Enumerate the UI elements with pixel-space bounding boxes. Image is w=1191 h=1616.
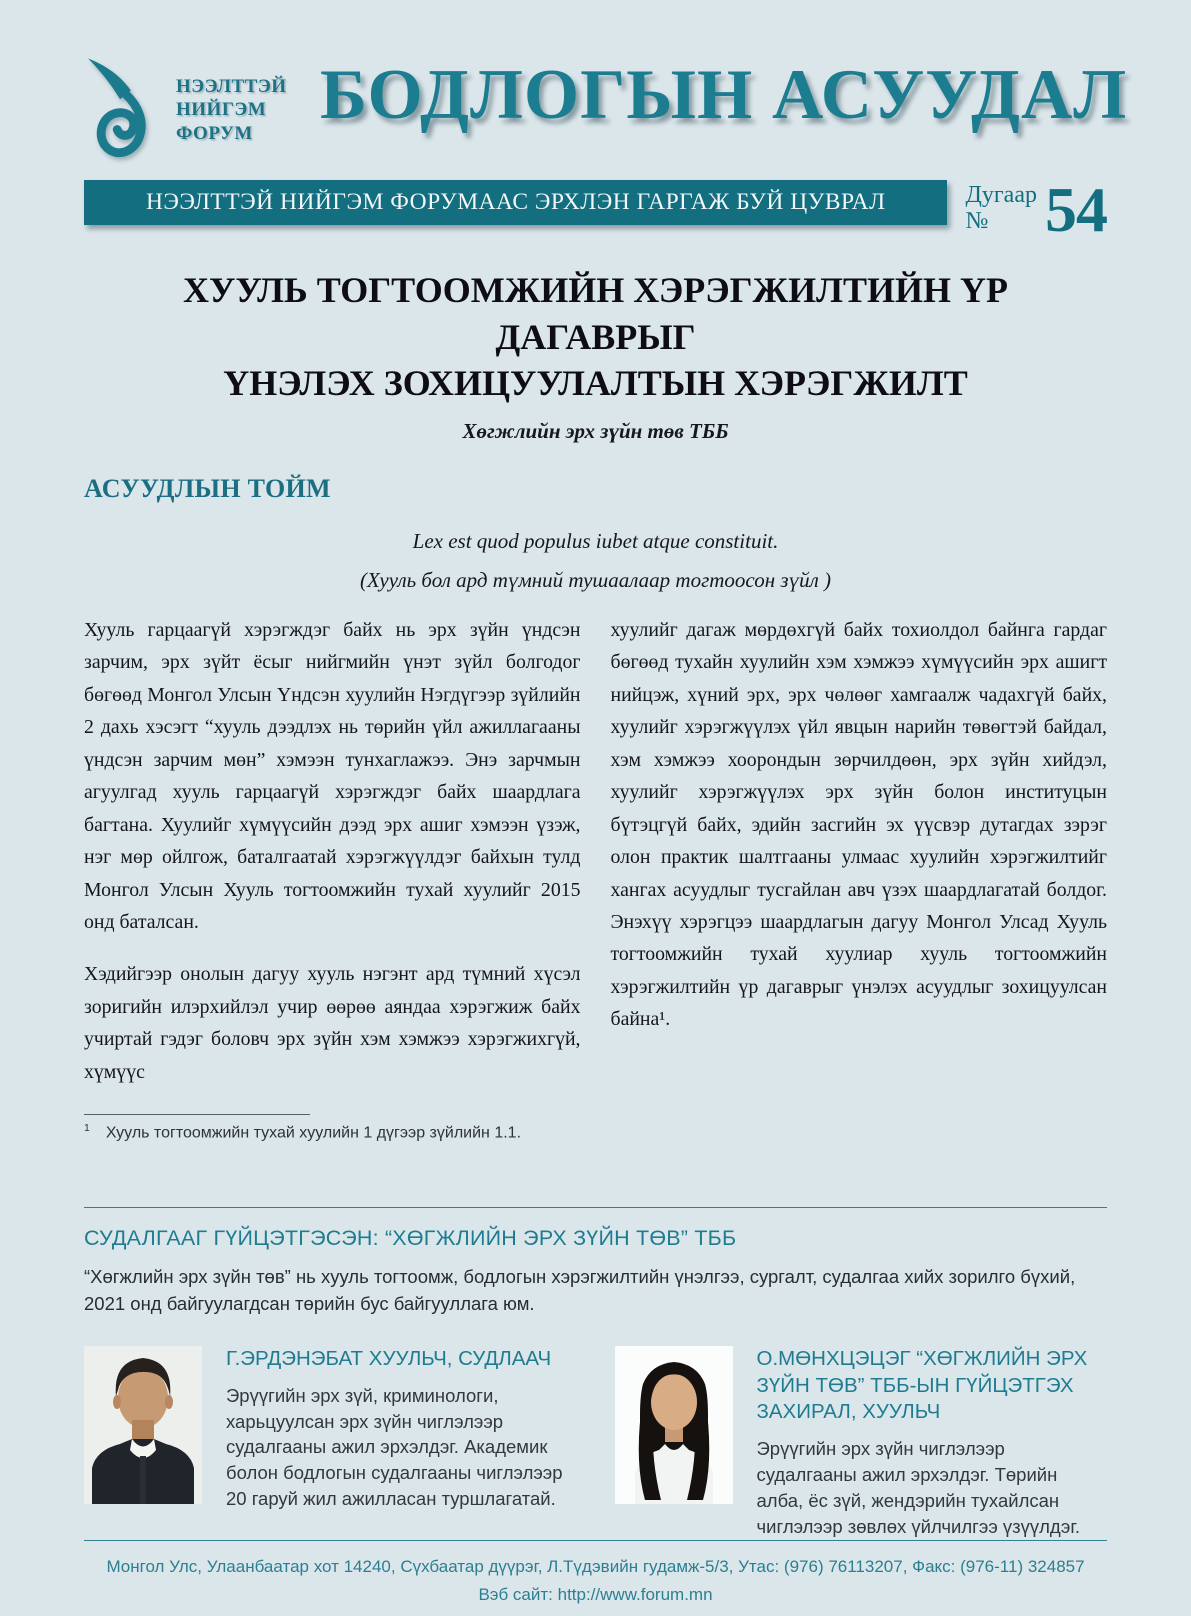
body-column-left [84, 614, 581, 1088]
footnote [84, 1122, 1107, 1142]
footer-address: Монгол Улс, Улаанбаатар хот 14240, Сүхбаатар дүүрэг, Л.Түдэвийн гудамж-5/3, Утас: (976) 76113207, Факс: (976-11) 324857 [106, 1556, 1085, 1576]
footnote-marker: 1 [84, 1122, 90, 1135]
series-banner: НЭЭЛТТЭЙ НИЙГЭМ ФОРУМААС ЭРХЛЭН ГАРГАЖ БУЙ ЦУВРАЛ [84, 180, 947, 225]
publisher-name-line: НИЙГЭМ [176, 99, 267, 121]
footnote-text: Хууль тогтоомжийн тухай хуулийн 1 дүгээр зүйлийн 1.1. [105, 1124, 522, 1142]
footer-website-label: Вэб сайт: [478, 1584, 558, 1604]
researcher-card [84, 1346, 577, 1539]
page-footer [84, 1540, 1107, 1616]
paragraph: Хууль гарцаагүй хэрэгждэг байх нь эрх зүйн үндсэн зарчим, эрх зүйт ёсыг нийгмийн үнэт зүйл болгодог бөгөөд Монгол Улсын Үндсэн хуулийн Нэгдүгээр зүйлийн 2 дахь хэсэгт “хууль дээдлэх нь төрийн үйл ажиллагааны үндсэн зарчим мөн” хэмээн тунхаглажээ. Энэ зарчмын агуулгад хууль гарцаагүй хэрэгждэг байх шаардлага багтана. Хуулийг хүмүүсийн дээд эрх ашиг хэмээн үзэж, нэг мөр ойлгож, баталгаатай хэрэгжүүлдэг байхын тулд Монгол Улсын Хууль тогтоомжийн тухай хуулийг 2015 онд баталсан. [84, 618, 581, 933]
footer-website-link[interactable]: http://www.forum.mn [557, 1584, 713, 1604]
researcher-name: О.МӨНХЦЭЦЭГ “ХӨГЖЛИЙН ЭРХ ЗҮЙН ТӨВ” ТББ-ЫН ГҮЙЦЭТГЭХ ЗАХИРАЛ, ХУУЛЬЧ [756, 1347, 1088, 1424]
portrait-woman-photo [615, 1346, 733, 1504]
issue-number-sign: № [965, 208, 989, 235]
publisher-name-line: ФОРУМ [176, 122, 253, 144]
footnote-divider [84, 1114, 310, 1115]
issue-block [965, 174, 1107, 245]
footer-divider [84, 1540, 1107, 1541]
article-title-line1: ХУУЛЬ ТОГТООМЖИЙН ХЭРЭГЖИЛТИЙН ҮР ДАГАВРЫГ [183, 269, 1008, 357]
researcher-bio: Эрүүгийн эрх зүй, криминологи, харьцуулсан эрх зүйн чиглэлээр судалгааны ажил эрхэлдэг. Академик болон бодлогын судалгааны чиглэлээр 20 гаруй жил ажилласан туршлагатай. [226, 1384, 563, 1510]
section-heading-overview: АСУУДЛЫН ТОЙМ [84, 474, 331, 504]
publisher-logo [84, 54, 320, 166]
researcher-info [757, 1346, 1108, 1539]
researcher-bios [84, 1346, 1107, 1539]
masthead [84, 0, 1128, 245]
portrait-man-photo [84, 1346, 202, 1504]
researchers-intro: “Хөгжлийн эрх зүйн төв” нь хууль тогтоомж, бодлогын хэрэгжилтийн үнэлгээ, сургалт, судалгаа хийх зорилго бүхий, 2021 онд байгуулагдсан төрийн бус байгууллага юм. [84, 1265, 1076, 1315]
article-title-line2: ҮНЭЛЭХ ЗОХИЦУУЛАЛТЫН ХЭРЭГЖИЛТ [223, 363, 968, 404]
section-divider [84, 1207, 1107, 1208]
spiral-logo-icon [84, 54, 162, 166]
epigraph [84, 522, 1107, 600]
publisher-name-line: НЭЭЛТТЭЙ [176, 76, 287, 98]
publisher-name [176, 75, 287, 145]
footer-contact [84, 1553, 1107, 1609]
researchers-heading: СУДАЛГААГ ГҮЙЦЭТГЭСЭН: “ХӨГЖЛИЙН ЭРХ ЗҮЙН ТӨВ” ТББ [84, 1225, 737, 1250]
article-byline: Хөгжлийн эрх зүйн төв ТББ [462, 419, 729, 444]
epigraph-latin: Lex est quod populus iubet atque constituit. [412, 529, 779, 554]
publication-title: БОДЛОГЫН АСУУДАЛ [320, 56, 1128, 134]
researcher-info [226, 1346, 577, 1512]
issue-label-word: Дугаар [965, 182, 1037, 208]
epigraph-translation: (Хууль бол ард түмний тушаалаар тогтоосон зүйл ) [359, 568, 831, 593]
body-column-right [611, 614, 1108, 1088]
article-title [84, 267, 1107, 407]
article [84, 241, 1107, 1540]
footer-website-line [84, 1581, 1107, 1609]
researcher-bio: Эрүүгийн эрх зүйн чиглэлээр судалгааны ажил эрхэлдэг. Төрийн алба, ёс зүй, жендэрийн тухайлсан чиглэлээр зөвлөх үйлчилгээ үзүүлдэг. [756, 1437, 1080, 1537]
masthead-banner-row [84, 174, 1107, 245]
body-columns [84, 614, 1107, 1088]
issue-number: 54 [1045, 174, 1107, 245]
researcher-name: Г.ЭРДЭНЭБАТ ХУУЛЬЧ, СУДЛААЧ [226, 1347, 552, 1371]
paragraph: хуулийг дагаж мөрдөхгүй байх тохиолдол байнга гардаг бөгөөд тухайн хуулийн хэм хэмжээ хүмүүсийн эрх ашигт нийцэж, хүний эрх, эрх чөлөөг хамгаалж чадахгүй байх, хуулийг хэрэгжүүлэх үйл явцын нарийн төвөгтэй байдал, хэм хэмжээ хоорондын зөрчилдөөн, эрх зүйн хийдэл, хуулийг хэрэгжүүлэх эрх зүйн болон институцын бүтэцгүй байх, эдийн засгийн эх үүсвэр дутагдах зэрэг олон практик шалтгааны улмаас хуулийн хэрэгжилтийг хангах асуудлыг тусгайлан авч үзэх шаардлагатай болдог. Энэхүү хэрэгцээ шаардлагын дагуу Монгол Улсад Хууль тогтоомжийн тухай хуулиар хууль тогтоомжийн хэрэгжилтийн үр дагаврыг үнэлэх асуудлыг зохицуулсан байна¹. [610, 618, 1107, 1031]
issue-label [965, 180, 1037, 235]
footnote-block [84, 1114, 1107, 1142]
paragraph: Хэдийгээр онолын дагуу хууль нэгэнт ард түмний хүсэл зоригийн илэрхийлэл учир өөрөө аяндаа хэрэгжиж байх учиртай гэдэг боловч эрх зүйн хэм хэмжээ хэрэгжихгүй, хүмүүс [84, 963, 581, 1083]
researcher-card [615, 1346, 1108, 1539]
masthead-top-row [84, 0, 1128, 166]
